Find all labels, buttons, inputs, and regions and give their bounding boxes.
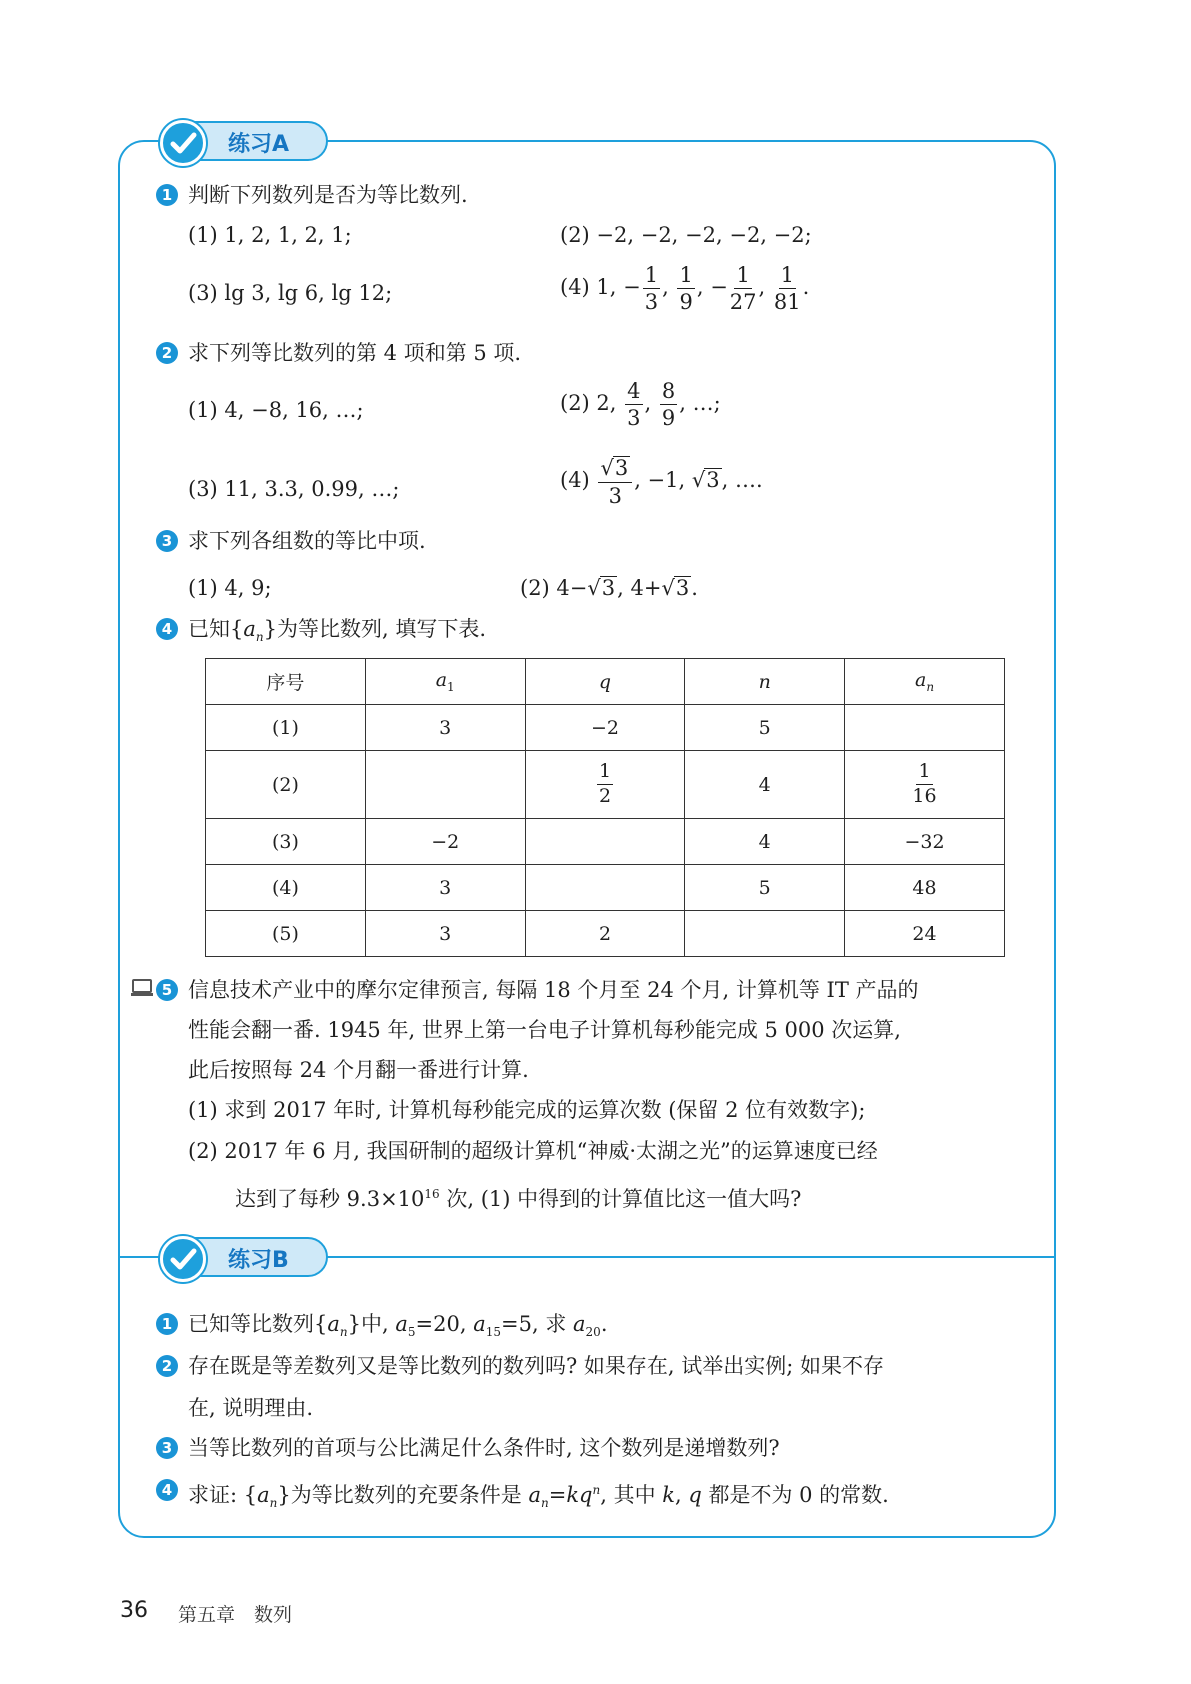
table-cell: 48 (845, 865, 1005, 911)
fraction: $\frac{1}{81}$ (773, 263, 801, 315)
question-text: 已知等比数列$\{a_n\}$中, $a_5=20$, $a_{15}=5$, 求 $a_{20}$. (188, 1312, 608, 1340)
checkmark-icon (160, 120, 206, 166)
table-cell: (4) (206, 865, 366, 911)
table-header: n (685, 659, 845, 705)
question-number: 5 (156, 979, 178, 1001)
question-part: (3) lg 3, lg 6, lg 12; (188, 281, 393, 305)
table-cell-fraction (845, 751, 1005, 819)
fraction: $\frac{√3}{3}$ (598, 456, 632, 507)
table-cell: −32 (845, 819, 1005, 865)
table-cell (365, 751, 525, 819)
question-text: 信息技术产业中的摩尔定律预言, 每隔 18 个月至 24 个月, 计算机等 IT 产品的 (188, 978, 919, 1002)
question-text: 已知$\{a_n\}$为等比数列, 填写下表. (188, 617, 487, 645)
table-row (206, 751, 1005, 819)
table-cell: (2) (206, 751, 366, 819)
question-part-radicals: (4) $\frac{√3}{3}$ , −1, √3, …. (560, 456, 763, 509)
table-row (206, 819, 1005, 865)
page-number: 36 (120, 1598, 148, 1623)
table-cell: 4 (685, 819, 845, 865)
question-part-fractions: (2) 2, $\frac{4}{3}$ , $\frac{8}{9}$ , …; (560, 379, 721, 431)
table-cell (845, 705, 1005, 751)
table-cell: 3 (365, 705, 525, 751)
question-part: (1) 求到 2017 年时, 计算机每秒能完成的运算次数 (保留 2 位有效数字); (188, 1098, 866, 1122)
question-number: 3 (156, 1437, 178, 1459)
exercise-b-label: 练习B (228, 1248, 289, 1273)
table-cell: −2 (525, 705, 685, 751)
table-header: q (525, 659, 685, 705)
table-cell: 5 (685, 865, 845, 911)
question-part: (2) 2017 年 6 月, 我国研制的超级计算机“神威·太湖之光”的运算速度已经 (188, 1139, 878, 1163)
table-cell: −2 (365, 819, 525, 865)
table-header: $a_n$ (845, 659, 1005, 705)
question-text: 求证: $\{a_n\}$为等比数列的充要条件是 $a_n=kq^n$, 其中 k, q 都是不为 0 的常数. (188, 1483, 889, 1511)
question-number: 3 (156, 530, 178, 552)
question-text: 求下列各组数的等比中项. (188, 529, 426, 553)
table-row (206, 705, 1005, 751)
question-part: (2) −2, −2, −2, −2, −2; (560, 223, 812, 247)
table-cell: 5 (685, 705, 845, 751)
question-text: 性能会翻一番. 1945 年, 世界上第一台电子计算机每秒能完成 5 000 次运算, (188, 1018, 901, 1042)
table-header: $a_1$ (365, 659, 525, 705)
fraction: $\frac{1}{16}$ (912, 760, 937, 807)
question-number: 2 (156, 342, 178, 364)
table-row (206, 911, 1005, 957)
computer-icon (131, 978, 153, 998)
table-cell: 2 (525, 911, 685, 957)
table-cell: (5) (206, 911, 366, 957)
table-header: 序号 (206, 659, 366, 705)
question-part: (1) 4, −8, 16, …; (188, 398, 364, 422)
question-text: 在, 说明理由. (188, 1396, 314, 1420)
table-header-row (206, 659, 1005, 705)
question-part-radicals: (2) 4−√3, 4+√3. (520, 576, 698, 600)
question-text: 求下列等比数列的第 4 项和第 5 项. (188, 341, 522, 365)
question-number: 4 (156, 618, 178, 640)
table-cell (525, 865, 685, 911)
question-number: 4 (156, 1479, 178, 1501)
table-cell: 3 (365, 911, 525, 957)
table-cell (685, 911, 845, 957)
table-cell (525, 819, 685, 865)
question-part: (1) 4, 9; (188, 576, 272, 600)
fraction: $\frac{4}{3}$ (627, 379, 641, 431)
question-part-prefix: (4) 1, − (560, 275, 641, 300)
table-cell: (1) (206, 705, 366, 751)
question-text: 此后按照每 24 个月翻一番进行计算. (188, 1058, 529, 1082)
fraction: $\frac{1}{27}$ (729, 263, 757, 315)
fraction: $\frac{1}{9}$ (679, 263, 693, 315)
table-cell: 4 (685, 751, 845, 819)
question-number: 2 (156, 1355, 178, 1377)
question-part-fractions: (4) 1, − $\frac{1}{3}$ , $\frac{1}{9}$ , − $\frac{1}{27}$ , $\frac{1}{81}$ . (560, 263, 810, 315)
table-cell: 24 (845, 911, 1005, 957)
fraction: $\frac{8}{9}$ (661, 379, 676, 431)
question-number: 1 (156, 184, 178, 206)
fraction: $\frac{1}{3}$ (644, 263, 659, 315)
table-cell: (3) (206, 819, 366, 865)
table-cell: 3 (365, 865, 525, 911)
table-row (206, 865, 1005, 911)
fill-in-table (205, 658, 1005, 957)
question-part: 达到了每秒 $9.3\times 10^{16}$ 次, (1) 中得到的计算值比这一值大吗? (235, 1187, 802, 1211)
question-part: (1) 1, 2, 1, 2, 1; (188, 223, 352, 247)
table-cell-fraction (525, 751, 685, 819)
question-part: (3) 11, 3.3, 0.99, …; (188, 477, 400, 501)
checkmark-icon (160, 1236, 206, 1282)
exercise-b-tab (162, 1237, 328, 1277)
fraction: $\frac{1}{2}$ (598, 760, 612, 807)
exercise-a-label: 练习A (228, 132, 290, 157)
question-text: 判断下列数列是否为等比数列. (188, 183, 468, 207)
chapter-title: 第五章 数列 (178, 1604, 293, 1626)
exercise-a-tab (162, 121, 328, 161)
question-text: 存在既是等差数列又是等比数列的数列吗? 如果存在, 试举出实例; 如果不存 (188, 1354, 885, 1378)
question-number: 1 (156, 1313, 178, 1335)
question-text: 当等比数列的首项与公比满足什么条件时, 这个数列是递增数列? (188, 1436, 780, 1460)
